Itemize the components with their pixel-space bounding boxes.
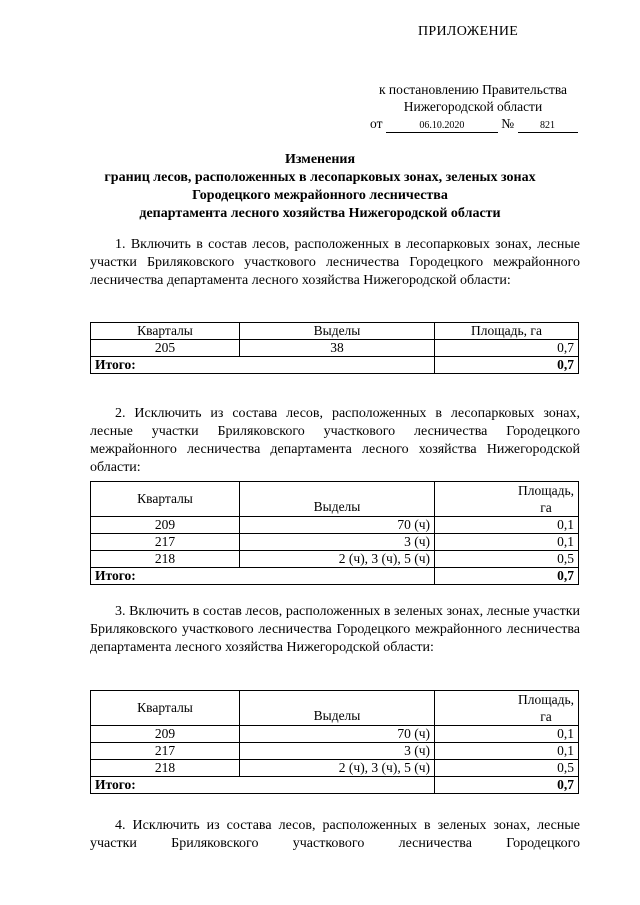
header-quarters: Кварталы <box>91 323 240 340</box>
header-area-line2: га <box>540 500 552 515</box>
date-prefix: от <box>370 116 383 131</box>
header-quarters: Кварталы <box>91 691 240 726</box>
document-title <box>40 151 600 223</box>
table-row <box>91 517 579 534</box>
header-area <box>435 691 579 726</box>
section-4-text: 4. Исключить из состава лесов, расположенных в зеленых зонах, лесные участки Бриляковского участкового лесничества Городецкого <box>90 818 580 851</box>
total-label: Итого: <box>91 777 435 794</box>
table-header-row <box>91 323 579 340</box>
cell-quarter: 205 <box>91 340 240 357</box>
title-line-3: Городецкого межрайонного лесничества <box>192 188 448 203</box>
table-row <box>91 726 579 743</box>
cell-area: 0,5 <box>435 551 579 568</box>
header-area-line1: Площадь, <box>517 483 574 498</box>
cell-area: 0,1 <box>435 726 579 743</box>
header-plots: Выделы <box>240 691 435 726</box>
cell-area: 0,7 <box>435 340 579 357</box>
header-plots: Выделы <box>240 323 435 340</box>
header-area-line1: Площадь, <box>517 692 574 707</box>
title-line-4: департамента лесного хозяйства Нижегородской области <box>139 206 501 221</box>
section-3-table <box>90 690 579 794</box>
number-sign: № <box>501 116 515 131</box>
total-value: 0,7 <box>435 568 579 585</box>
table-total-row <box>91 777 579 794</box>
header-plots: Выделы <box>240 482 435 517</box>
decree-date-line <box>370 116 578 133</box>
decree-number: 821 <box>518 120 578 133</box>
cell-area: 0,5 <box>435 760 579 777</box>
decree-reference-line2: Нижегородской области <box>403 99 543 114</box>
cell-area: 0,1 <box>435 517 579 534</box>
cell-quarter: 217 <box>91 743 240 760</box>
section-1-text: 1. Включить в состав лесов, расположенных в лесопарковых зонах, лесные участки Бриляковского участкового лесничества Городецкого межрайонного лесничества департамента лесного хозяйства Нижегородской области: <box>90 237 580 288</box>
cell-plot: 70 (ч) <box>240 517 435 534</box>
cell-plot: 2 (ч), 3 (ч), 5 (ч) <box>240 551 435 568</box>
cell-area: 0,1 <box>435 534 579 551</box>
cell-quarter: 218 <box>91 760 240 777</box>
cell-plot: 2 (ч), 3 (ч), 5 (ч) <box>240 760 435 777</box>
section-2-table <box>90 481 579 585</box>
header-area <box>435 482 579 517</box>
total-value: 0,7 <box>435 357 579 374</box>
table-row <box>91 534 579 551</box>
table-row <box>91 760 579 777</box>
table-total-row <box>91 357 579 374</box>
cell-plot: 70 (ч) <box>240 726 435 743</box>
section-3-text: 3. Включить в состав лесов, расположенных в зеленых зонах, лесные участки Бриляковского участкового лесничества Городецкого межрайонного лесничества департамента лесного хозяйства Нижегородской области: <box>90 604 580 655</box>
header-area-line2: га <box>540 709 552 724</box>
section-2-text: 2. Исключить из состава лесов, расположенных в лесопарковых зонах, лесные участки Бриляковского участкового лесничества Городецкого межрайонного лесничества департамента лесного хозяйства Нижегородской области: <box>90 406 580 475</box>
table-header-row <box>91 482 579 517</box>
cell-quarter: 209 <box>91 726 240 743</box>
table-row <box>91 743 579 760</box>
total-value: 0,7 <box>435 777 579 794</box>
total-label: Итого: <box>91 568 435 585</box>
section-1-table <box>90 322 579 374</box>
table-row <box>91 340 579 357</box>
decree-reference-line1: к постановлению Правительства <box>378 82 568 97</box>
total-label: Итого: <box>91 357 435 374</box>
cell-area: 0,1 <box>435 743 579 760</box>
cell-plot: 3 (ч) <box>240 534 435 551</box>
cell-quarter: 218 <box>91 551 240 568</box>
table-header-row <box>91 691 579 726</box>
cell-plot: 3 (ч) <box>240 743 435 760</box>
header-area: Площадь, га <box>435 323 579 340</box>
decree-date: 06.10.2020 <box>386 120 498 133</box>
appendix-label: ПРИЛОЖЕНИЕ <box>418 24 519 39</box>
title-line-1: Изменения <box>284 152 356 167</box>
table-row <box>91 551 579 568</box>
title-line-2: границ лесов, расположенных в лесопарковых зонах, зеленых зонах <box>104 170 536 185</box>
cell-plot: 38 <box>240 340 435 357</box>
cell-quarter: 217 <box>91 534 240 551</box>
header-quarters: Кварталы <box>91 482 240 517</box>
cell-quarter: 209 <box>91 517 240 534</box>
table-total-row <box>91 568 579 585</box>
